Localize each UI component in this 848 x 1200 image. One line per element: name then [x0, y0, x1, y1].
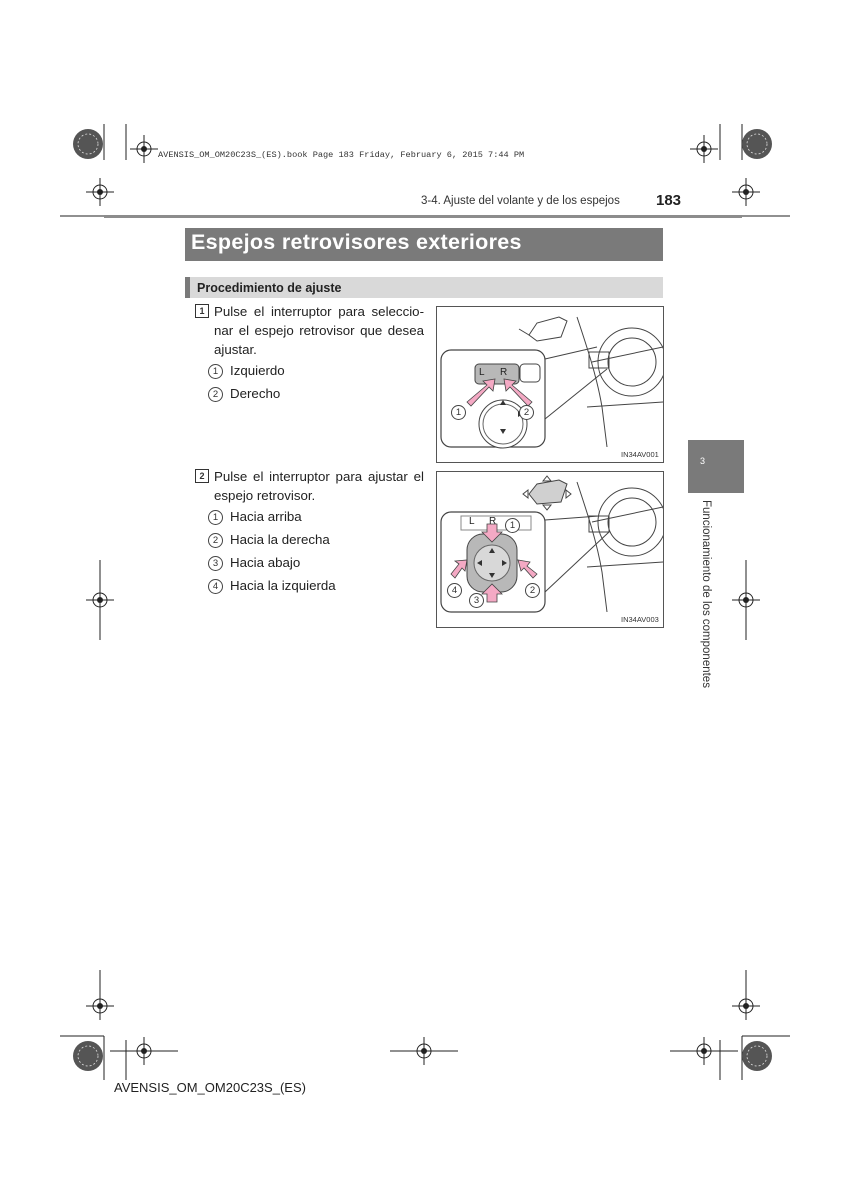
chapter-number: 3	[700, 456, 706, 466]
page-title: Espejos retrovisores exteriores	[191, 230, 522, 254]
figure-1-code: IN34AV001	[621, 450, 659, 459]
step-2-item-3-marker: 3	[208, 556, 223, 571]
figure-1-callout-1: 1	[451, 405, 466, 420]
figure-2-callout-2: 2	[525, 583, 540, 598]
step-1-item-1-label: Izquierdo	[230, 363, 285, 378]
page-number: 183	[656, 192, 682, 209]
chapter-title: Funcionamiento de los componentes	[700, 500, 712, 688]
switch-l-label: L	[479, 367, 485, 378]
section-heading: 3-4. Ajuste del volante y de los espejos	[421, 195, 620, 207]
step-2-item-1-label: Hacia arriba	[230, 509, 302, 524]
step-2-item-1-marker: 1	[208, 510, 223, 525]
header-rule	[104, 215, 742, 218]
figure-2-callout-1: 1	[505, 518, 520, 533]
step-2-item-3-label: Hacia abajo	[230, 555, 301, 570]
subheading-accent	[185, 277, 190, 298]
step-2-number: 2	[195, 469, 209, 483]
step-2-item-2-label: Hacia la derecha	[230, 532, 330, 547]
figure-adjust-mirror	[436, 471, 664, 628]
step-2-item-4-marker: 4	[208, 579, 223, 594]
step-1-item-1-marker: 1	[208, 364, 223, 379]
footer-doc-code: AVENSIS_OM_OM20C23S_(ES)	[114, 1080, 306, 1095]
figure-select-mirror	[436, 306, 664, 463]
switch-r-label: R	[500, 367, 508, 378]
subheading: Procedimiento de ajuste	[197, 281, 342, 295]
step-1-number: 1	[195, 304, 209, 318]
step-2-text: Pulse el interruptor para ajustar el espejo retrovisor.	[214, 469, 424, 503]
step-2-item-2-marker: 2	[208, 533, 223, 548]
figure-1-callout-2: 2	[519, 405, 534, 420]
mirror-select-illustration	[437, 307, 663, 462]
figure-2-callout-4: 4	[447, 583, 462, 598]
switch2-r-label: R	[489, 516, 497, 527]
step-1-item-2-label: Derecho	[230, 386, 281, 401]
step-1-text: Pulse el interruptor para seleccio-nar el espejo retrovisor que desea ajustar.	[214, 304, 424, 357]
print-info: AVENSIS_OM_OM20C23S_(ES).book Page 183 Friday, February 6, 2015 7:44 PM	[158, 150, 525, 160]
step-2-item-4-label: Hacia la izquierda	[230, 578, 336, 593]
chapter-tab	[688, 440, 744, 493]
figure-2-code: IN34AV003	[621, 615, 659, 624]
step-1-item-2-marker: 2	[208, 387, 223, 402]
figure-2-callout-3: 3	[469, 593, 484, 608]
switch2-l-label: L	[469, 516, 475, 527]
